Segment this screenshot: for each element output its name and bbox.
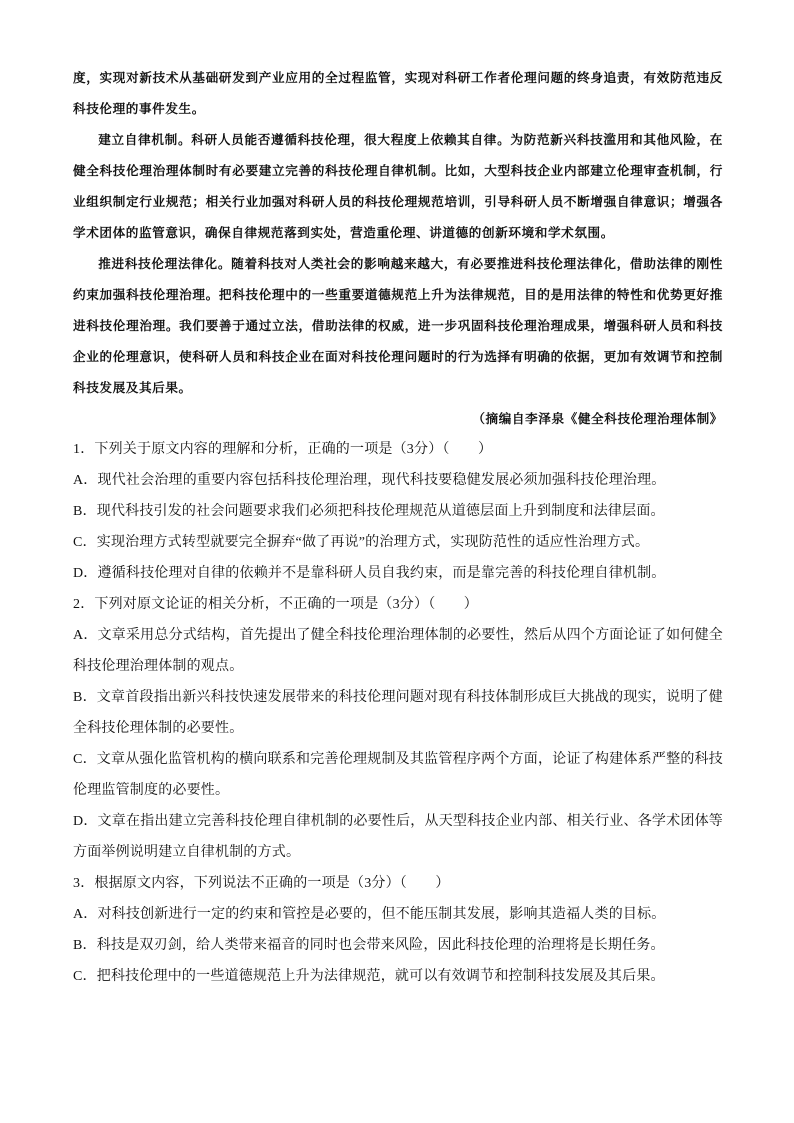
question-stem: 2．下列对原文论证的相关分析，不正确的一项是（3分）（ ）	[73, 597, 478, 612]
question-option: A．现代社会治理的重要内容包括科技伦理治理，现代科技要稳健发展必须加强科技伦理治理。	[73, 473, 666, 488]
passage-paragraph-self-discipline: 建立自律机制。科研人员能否遵循科技伦理，很大程度上依赖其自律。为防范新兴科技滥用和其他风险，在健全科技伦理治理体制时有必要建立完善的科技伦理自律机制。比如，大型科技企业内部建立伦理审查机制，行业组织制定行业规范；相关行业加强对科研人员的科技伦理规范培训，引导科研人员不断增强自律意识；增强各学术团体的监管意识，确保自律规范落到实处，营造重伦理、讲道德的创新环境和学术氛围。	[73, 132, 723, 240]
reading-passage	[73, 62, 723, 434]
document-page	[73, 62, 723, 992]
question-1	[73, 434, 723, 589]
question-2	[73, 589, 723, 868]
question-option: B．现代科技引发的社会问题要求我们必须把科技伦理规范从道德层面上升到制度和法律层面。	[73, 504, 665, 519]
question-option: B．科技是双刃剑，给人类带来福音的同时也会带来风险，因此科技伦理的治理将是长期任务。	[73, 938, 665, 953]
question-option: C．文章从强化监管机构的横向联系和完善伦理规制及其监管程序两个方面，论证了构建体系严整的科技伦理监管制度的必要性。	[73, 752, 723, 798]
question-option: D．遵循科技伦理对自律的依赖并不是靠科研人员自我约束，而是靠完善的科技伦理自律机制。	[73, 566, 666, 581]
question-stem: 1．下列关于原文内容的理解和分析，正确的一项是（3分）（ ）	[73, 442, 493, 457]
question-3	[73, 868, 723, 992]
passage-paragraph-legalization: 推进科技伦理法律化。随着科技对人类社会的影响越来越大，有必要推进科技伦理法律化，借助法律的刚性约束加强科技伦理治理。把科技伦理中的一些重要道德规范上升为法律规范，目的是用法律的特性和优势更好推进科技伦理治理。我们要善于通过立法，借助法律的权威，进一步巩固科技伦理治理成果，增强科研人员和科技企业的伦理意识，使科研人员和科技企业在面对科技伦理问题时的行为选择有明确的依据，更加有效调节和控制科技发展及其后果。	[73, 256, 723, 395]
question-list	[73, 434, 723, 992]
question-stem: 3．根据原文内容，下列说法不正确的一项是（3分）（ ）	[73, 876, 450, 891]
passage-paragraph-continued: 度，实现对新技术从基础研发到产业应用的全过程监管，实现对科研工作者伦理问题的终身追责，有效防范违反科技伦理的事件发生。	[73, 70, 723, 116]
question-option: C．把科技伦理中的一些道德规范上升为法律规范，就可以有效调节和控制科技发展及其后果。	[73, 969, 665, 984]
question-option: D．文章在指出建立完善科技伦理自律机制的必要性后，从天型科技企业内部、相关行业、各学术团体等方面举例说明建立自律机制的方式。	[73, 814, 723, 860]
question-option: A．对科技创新进行一定的约束和管控是必要的，但不能压制其发展，影响其造福人类的目标。	[73, 907, 666, 922]
question-option: A．文章采用总分式结构，首先提出了健全科技伦理治理体制的必要性，然后从四个方面论证了如何健全科技伦理治理体制的观点。	[73, 628, 723, 674]
question-option: C．实现治理方式转型就要完全摒弃“做了再说”的治理方式，实现防范性的适应性治理方式。	[73, 535, 650, 550]
passage-source: （摘编自李泽泉《健全科技伦理治理体制》	[472, 411, 723, 426]
question-option: B．文章首段指出新兴科技快速发展带来的科技伦理问题对现有科技体制形成巨大挑战的现实，说明了健全科技伦理体制的必要性。	[73, 690, 723, 736]
